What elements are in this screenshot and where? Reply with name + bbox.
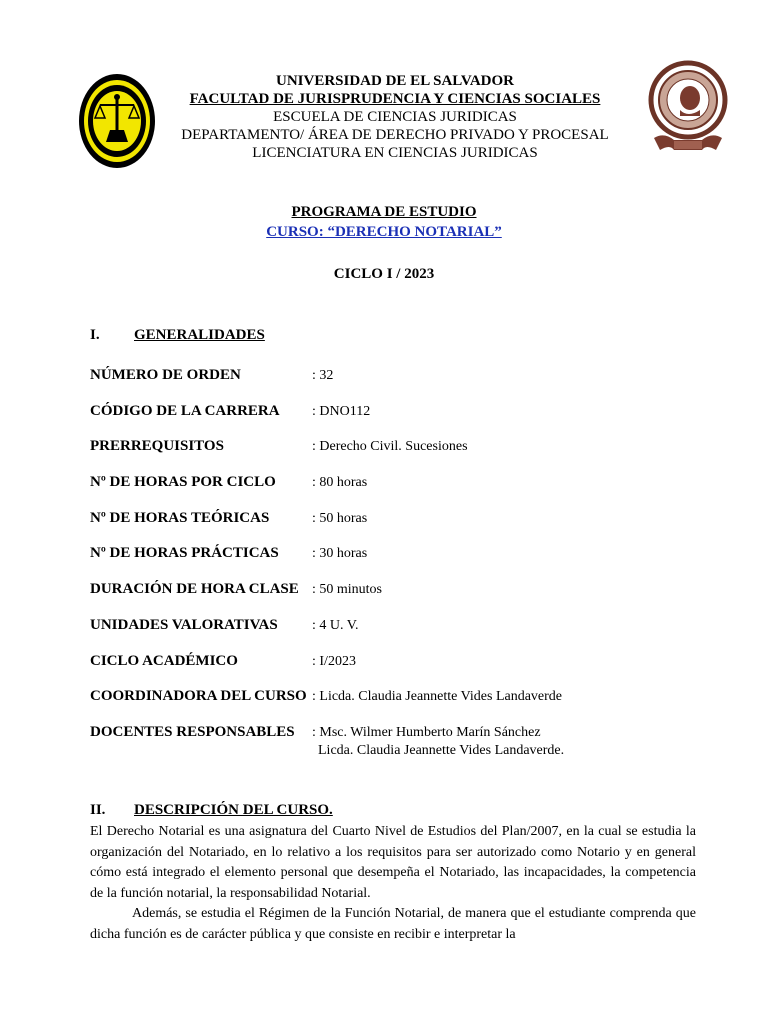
info-value: : DNO112 (312, 403, 371, 419)
info-label: CICLO ACADÉMICO (90, 652, 238, 669)
info-row-prerrequisitos (90, 438, 710, 474)
faculty-name: FACULTAD DE JURISPRUDENCIA Y CIENCIAS SOCIALES (189, 91, 601, 107)
info-label: CÓDIGO DE LA CARRERA (90, 402, 280, 419)
info-row-coordinadora (90, 688, 710, 724)
department-name: DEPARTAMENTO/ ÁREA DE DERECHO PRIVADO Y PROCESAL (181, 127, 609, 143)
info-value: : 30 horas (312, 546, 368, 562)
info-value: : 4 U. V. (312, 617, 359, 633)
info-value: : 50 horas (312, 510, 368, 526)
info-row-horas-ciclo (90, 474, 710, 510)
info-label: PRERREQUISITOS (90, 438, 224, 455)
section-title: DESCRIPCIÓN DEL CURSO. (134, 802, 333, 818)
info-label: COORDINADORA DEL CURSO (90, 688, 307, 705)
university-seal-logo (646, 58, 730, 158)
general-info-list (90, 367, 710, 760)
info-value-second-line: Licda. Claudia Jeannette Vides Landaverde. (318, 742, 565, 758)
info-label: Nº DE HORAS PRÁCTICAS (90, 545, 279, 562)
section-number: II. (90, 802, 106, 818)
info-value: : Msc. Wilmer Humberto Marín Sánchez (312, 724, 541, 740)
section-generalidades-heading (90, 327, 265, 344)
info-row-orden (90, 367, 710, 403)
info-row-horas-practicas (90, 545, 710, 581)
program-title: PROGRAMA DE ESTUDIO (291, 204, 477, 220)
info-label: Nº DE HORAS POR CICLO (90, 474, 276, 491)
info-value: : Derecho Civil. Sucesiones (312, 439, 468, 455)
course-title: CURSO: “DERECHO NOTARIAL” (266, 224, 502, 240)
info-label: DURACIÓN DE HORA CLASE (90, 581, 299, 598)
section-descripcion-heading (90, 802, 333, 819)
institution-header (160, 72, 630, 162)
school-name: ESCUELA DE CIENCIAS JURIDICAS (273, 109, 517, 125)
cycle-label: CICLO I / 2023 (333, 266, 435, 282)
info-value: : 80 horas (312, 475, 368, 491)
degree-name: LICENCIATURA EN CIENCIAS JURIDICAS (252, 145, 538, 161)
info-label: UNIDADES VALORATIVAS (90, 616, 278, 633)
info-label: NÚMERO DE ORDEN (90, 367, 241, 383)
info-label: DOCENTES RESPONSABLES (90, 723, 295, 740)
info-row-ciclo-academico (90, 653, 710, 689)
section-title: GENERALIDADES (134, 327, 265, 343)
description-paragraph-2: Además, se estudia el Régimen de la Función Notarial, de manera que el estudiante comprenda que dicha función es de carácter pública y que consiste en recibir e interpretar la (90, 906, 696, 942)
info-value: : 32 (312, 368, 334, 383)
info-value: : 50 minutos (312, 582, 383, 598)
faculty-seal-logo (78, 72, 156, 170)
university-name: UNIVERSIDAD DE EL SALVADOR (276, 73, 514, 89)
description-paragraph-1: El Derecho Notarial es una asignatura del Cuarto Nivel de Estudios del Plan/2007, en la cual se estudia la organización del Notariado, en lo relativo a los requisitos para ser autorizado como Notario y en general cómo está integrado el elemento personal que desempeña el Notariado, las incapacidades, la competencia de la función notarial, la responsabilidad Notarial. (90, 824, 696, 901)
info-value: : I/2023 (312, 653, 356, 669)
info-row-horas-teoricas (90, 510, 710, 546)
info-row-codigo (90, 403, 710, 439)
info-value: : Licda. Claudia Jeannette Vides Landaverde (312, 689, 563, 705)
info-row-docentes (90, 724, 710, 760)
section-number: I. (90, 327, 100, 343)
info-row-unidades (90, 617, 710, 653)
info-label: Nº DE HORAS TEÓRICAS (90, 509, 270, 526)
info-row-duracion (90, 581, 710, 617)
